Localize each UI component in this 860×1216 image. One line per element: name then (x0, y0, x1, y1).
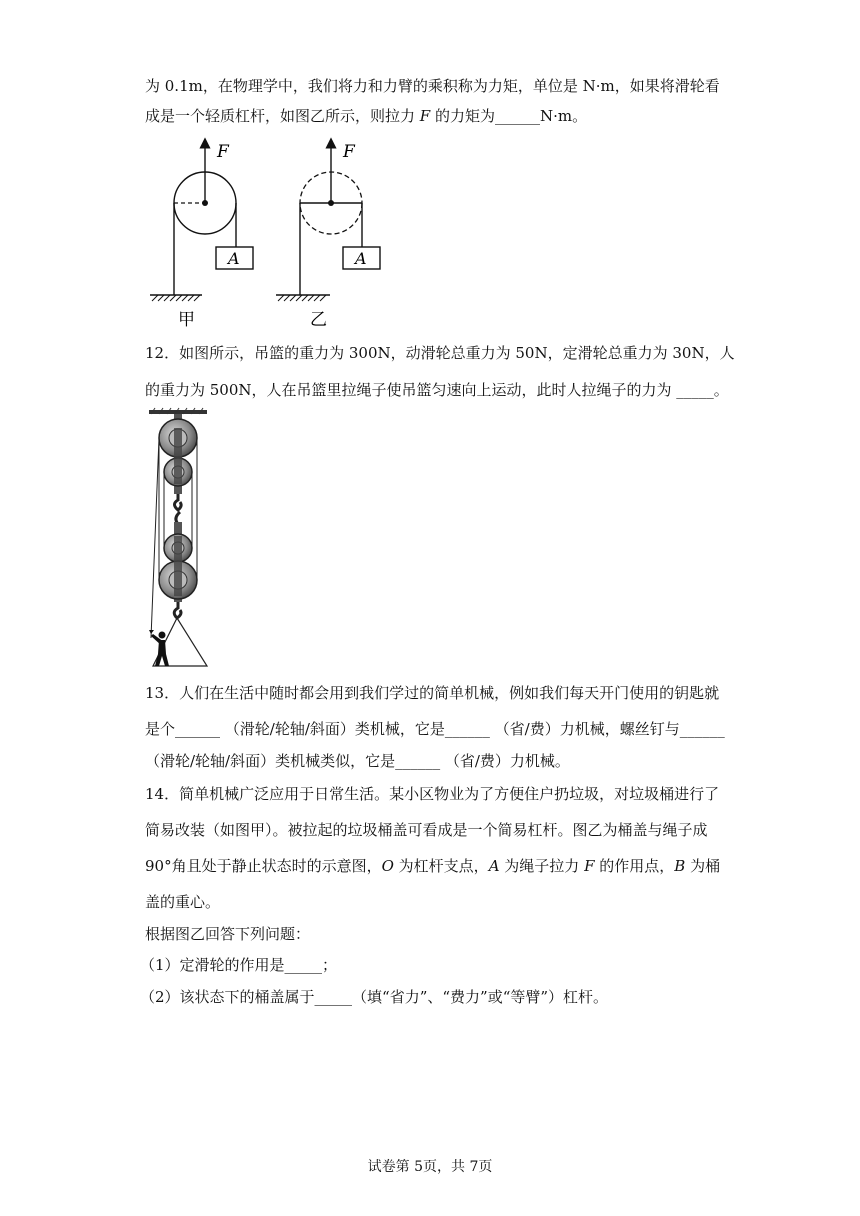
q14-text-segment: 90°角且处于静止状态时的示意图， (145, 857, 382, 875)
pulley-block-illustration (145, 408, 215, 670)
q13-text-line-3: （滑轮/轮轴/斜面）类机械类似，它是______ （省/费）力机械。 (145, 752, 570, 770)
q11-text-segment: 成是一个轻质杠杆，如图乙所示，则拉力 (145, 107, 420, 125)
q11-text-segment: 的力矩为______N·m。 (430, 107, 588, 125)
pulley-figure-yi (270, 135, 400, 330)
force-symbol: F (419, 107, 431, 125)
q14-subquestion-1: （1）定滑轮的作用是_____； (140, 956, 338, 974)
force-label: F (343, 142, 355, 162)
q14-text-segment: 为杠杆支点， (393, 857, 489, 875)
point-symbol-b: B (674, 857, 686, 875)
figure-label-yi: 乙 (310, 310, 327, 330)
point-symbol-a: A (488, 857, 500, 875)
q11-text-line-2 (145, 106, 587, 126)
q14-text-segment: 为绳子拉力 (499, 857, 585, 875)
q11-text-line-1: 为 0.1m，在物理学中，我们将力和力臂的乘积称为力矩，单位是 N·m，如果将滑轮看 (145, 77, 720, 95)
q14-text-line-4: 盖的重心。 (145, 893, 221, 911)
point-symbol-o: O (381, 857, 394, 875)
page-footer: 试卷第 5页，共 7页 (367, 1159, 493, 1175)
q14-subquestion-2: （2）该状态下的桶盖属于_____（填“省力”、“费力”或“等臂”）杠杆。 (140, 988, 609, 1006)
q14-text-segment: 的作用点， (594, 857, 675, 875)
block-label: A (355, 249, 367, 268)
force-label: F (217, 142, 229, 162)
q12-text-line-2: 的重力为 500N，人在吊篮里拉绳子使吊篮匀速向上运动，此时人拉绳子的力为 _____。 (145, 381, 729, 399)
block-label: A (228, 249, 240, 268)
pulley-figure-jia (140, 135, 270, 330)
q14-text-line-3 (145, 856, 720, 876)
q14-text-line-1: 14．简单机械广泛应用于日常生活。某小区物业为了方便住户扔垃圾，对垃圾桶进行了 (145, 785, 720, 803)
q14-text-segment: 为桶 (685, 857, 721, 875)
q13-text-line-1: 13．人们在生活中随时都会用到我们学过的简单机械，例如我们每天开门使用的钥匙就 (145, 684, 720, 702)
figure-label-jia: 甲 (178, 310, 195, 330)
q14-text-line-5: 根据图乙回答下列问题： (145, 925, 311, 943)
q12-text-line-1: 12．如图所示，吊篮的重力为 300N，动滑轮总重力为 50N，定滑轮总重力为 30N，人 (145, 344, 735, 362)
q14-text-line-2: 简易改装（如图甲）。被拉起的垃圾桶盖可看成是一个简易杠杆。图乙为桶盖与绳子成 (145, 821, 708, 839)
force-symbol: F (584, 857, 595, 875)
q13-text-line-2: 是个______ （滑轮/轮轴/斜面）类机械，它是______ （省/费）力机械，螺丝钉与______ (145, 720, 725, 738)
